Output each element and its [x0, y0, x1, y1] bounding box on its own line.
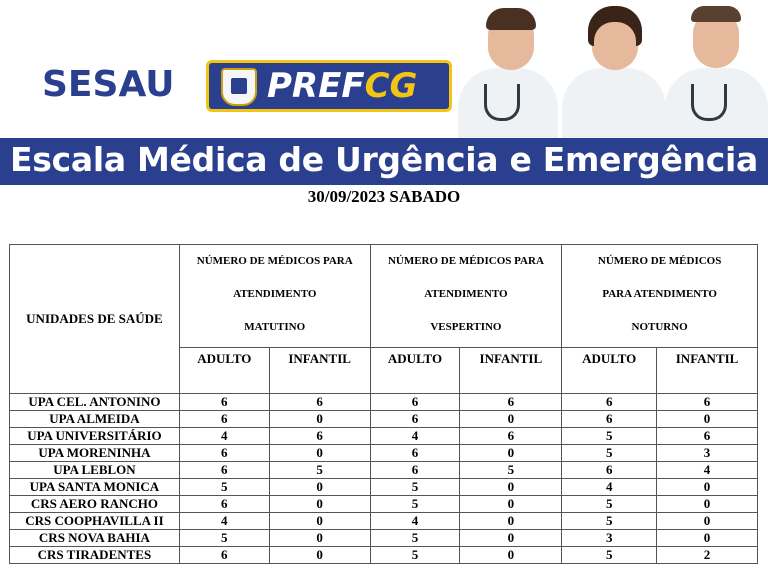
- doctor-count-cell: 0: [269, 445, 370, 462]
- table-row: [10, 411, 758, 428]
- doctor-count-cell: 6: [179, 394, 269, 411]
- table-row: [10, 496, 758, 513]
- doctor-count-cell: 5: [370, 479, 460, 496]
- group-header-line: ATENDIMENTO: [424, 288, 508, 300]
- unit-name-cell: UPA SANTA MONICA: [10, 479, 180, 496]
- doctor-count-cell: 6: [179, 411, 269, 428]
- doctor-count-cell: 4: [562, 479, 657, 496]
- table-row: [10, 428, 758, 445]
- doctor-count-cell: 6: [370, 462, 460, 479]
- prefcg-logo-accent: CG: [364, 66, 418, 106]
- doctor-3-illustration: [663, 0, 768, 138]
- doctor-count-cell: 6: [657, 428, 758, 445]
- doctor-count-cell: 0: [269, 530, 370, 547]
- doctor-count-cell: 6: [179, 445, 269, 462]
- doctor-count-cell: 4: [657, 462, 758, 479]
- doctor-count-cell: 0: [460, 411, 562, 428]
- group-header-morning: [179, 245, 370, 348]
- schedule-rows: [10, 394, 758, 564]
- sub-header-child-afternoon: INFANTIL: [460, 348, 562, 394]
- title-banner: [0, 138, 768, 185]
- group-header-line: NÚMERO DE MÉDICOS PARA: [196, 255, 353, 267]
- doctor-count-cell: 0: [657, 530, 758, 547]
- doctor-count-cell: 0: [269, 547, 370, 564]
- sub-header-adult-night: ADULTO: [562, 348, 657, 394]
- unit-name-cell: CRS TIRADENTES: [10, 547, 180, 564]
- doctor-count-cell: 5: [179, 530, 269, 547]
- prefcg-logo-main: PREF: [267, 66, 365, 106]
- doctor-count-cell: 5: [460, 462, 562, 479]
- doctor-count-cell: 0: [460, 530, 562, 547]
- table-row: [10, 530, 758, 547]
- doctor-count-cell: 6: [657, 394, 758, 411]
- doctor-count-cell: 6: [269, 428, 370, 445]
- table-row: [10, 462, 758, 479]
- doctor-count-cell: 6: [460, 394, 562, 411]
- sub-header-child-morning: INFANTIL: [269, 348, 370, 394]
- doctor-count-cell: 4: [370, 428, 460, 445]
- doctor-count-cell: 0: [657, 513, 758, 530]
- doctor-count-cell: 5: [370, 496, 460, 513]
- header: [0, 0, 768, 138]
- doctors-photo: [458, 0, 768, 138]
- schedule-date: 30/09/2023 SABADO: [307, 187, 461, 206]
- doctor-count-cell: 5: [562, 445, 657, 462]
- doctor-count-cell: 6: [179, 496, 269, 513]
- group-header-line: VESPERTINO: [430, 321, 502, 333]
- doctor-count-cell: 6: [370, 394, 460, 411]
- doctor-count-cell: 4: [179, 513, 269, 530]
- doctor-count-cell: 0: [460, 547, 562, 564]
- doctor-count-cell: 4: [179, 428, 269, 445]
- group-header-line: MATUTINO: [244, 321, 306, 333]
- doctor-count-cell: 0: [269, 513, 370, 530]
- doctor-count-cell: 5: [562, 513, 657, 530]
- doctor-count-cell: 0: [269, 496, 370, 513]
- unit-name-cell: UPA LEBLON: [10, 462, 180, 479]
- doctor-count-cell: 6: [370, 445, 460, 462]
- doctor-count-cell: 5: [562, 428, 657, 445]
- unit-name-cell: CRS AERO RANCHO: [10, 496, 180, 513]
- doctor-count-cell: 5: [179, 479, 269, 496]
- doctor-count-cell: 3: [657, 445, 758, 462]
- table-row: [10, 513, 758, 530]
- group-header-night: [562, 245, 758, 348]
- doctor-count-cell: 5: [370, 530, 460, 547]
- prefcg-logo: [206, 60, 452, 112]
- sub-header-child-night: INFANTIL: [657, 348, 758, 394]
- doctor-count-cell: 6: [179, 547, 269, 564]
- prefcg-logo-text: [267, 66, 417, 106]
- doctor-2-illustration: [558, 0, 668, 138]
- city-crest-icon: [221, 68, 257, 106]
- group-header-line: NÚMERO DE MÉDICOS: [597, 255, 722, 267]
- group-header-afternoon: [370, 245, 562, 348]
- doctor-count-cell: 6: [179, 462, 269, 479]
- table-row: [10, 479, 758, 496]
- table-row: [10, 394, 758, 411]
- doctor-count-cell: 3: [562, 530, 657, 547]
- group-header-line: NÚMERO DE MÉDICOS PARA: [387, 255, 544, 267]
- table-row: [10, 445, 758, 462]
- doctor-count-cell: 0: [269, 411, 370, 428]
- unit-name-cell: UPA MORENINHA: [10, 445, 180, 462]
- doctor-count-cell: 0: [657, 479, 758, 496]
- doctor-1-illustration: [458, 0, 558, 138]
- unit-name-cell: UPA UNIVERSITÁRIO: [10, 428, 180, 445]
- table-row: [10, 547, 758, 564]
- units-column-header: UNIDADES DE SAÚDE: [10, 245, 180, 394]
- doctor-count-cell: 6: [269, 394, 370, 411]
- doctor-count-cell: 4: [370, 513, 460, 530]
- doctor-count-cell: 0: [657, 496, 758, 513]
- doctor-count-cell: 5: [370, 547, 460, 564]
- doctor-count-cell: 6: [562, 462, 657, 479]
- doctor-count-cell: 5: [562, 496, 657, 513]
- doctor-count-cell: 5: [269, 462, 370, 479]
- doctor-count-cell: 0: [460, 479, 562, 496]
- unit-name-cell: CRS COOPHAVILLA II: [10, 513, 180, 530]
- doctor-count-cell: 0: [460, 513, 562, 530]
- unit-name-cell: UPA CEL. ANTONINO: [10, 394, 180, 411]
- group-header-line: ATENDIMENTO: [233, 288, 317, 300]
- group-header-line: NOTURNO: [631, 321, 688, 333]
- schedule-table: [9, 244, 758, 564]
- unit-name-cell: CRS NOVA BAHIA: [10, 530, 180, 547]
- doctor-count-cell: 6: [370, 411, 460, 428]
- doctor-count-cell: 6: [562, 411, 657, 428]
- doctor-count-cell: 0: [269, 479, 370, 496]
- doctor-count-cell: 0: [657, 411, 758, 428]
- unit-name-cell: UPA ALMEIDA: [10, 411, 180, 428]
- sub-header-adult-morning: ADULTO: [179, 348, 269, 394]
- doctor-count-cell: 5: [562, 547, 657, 564]
- sub-header-adult-afternoon: ADULTO: [370, 348, 460, 394]
- sesau-logo: SESAU: [42, 64, 175, 105]
- doctor-count-cell: 6: [562, 394, 657, 411]
- doctor-count-cell: 2: [657, 547, 758, 564]
- doctor-count-cell: 6: [460, 428, 562, 445]
- doctor-count-cell: 0: [460, 496, 562, 513]
- group-header-line: PARA ATENDIMENTO: [602, 288, 717, 300]
- page-title: Escala Médica de Urgência e Emergência: [10, 140, 758, 179]
- doctor-count-cell: 0: [460, 445, 562, 462]
- group-header-row: [10, 245, 758, 348]
